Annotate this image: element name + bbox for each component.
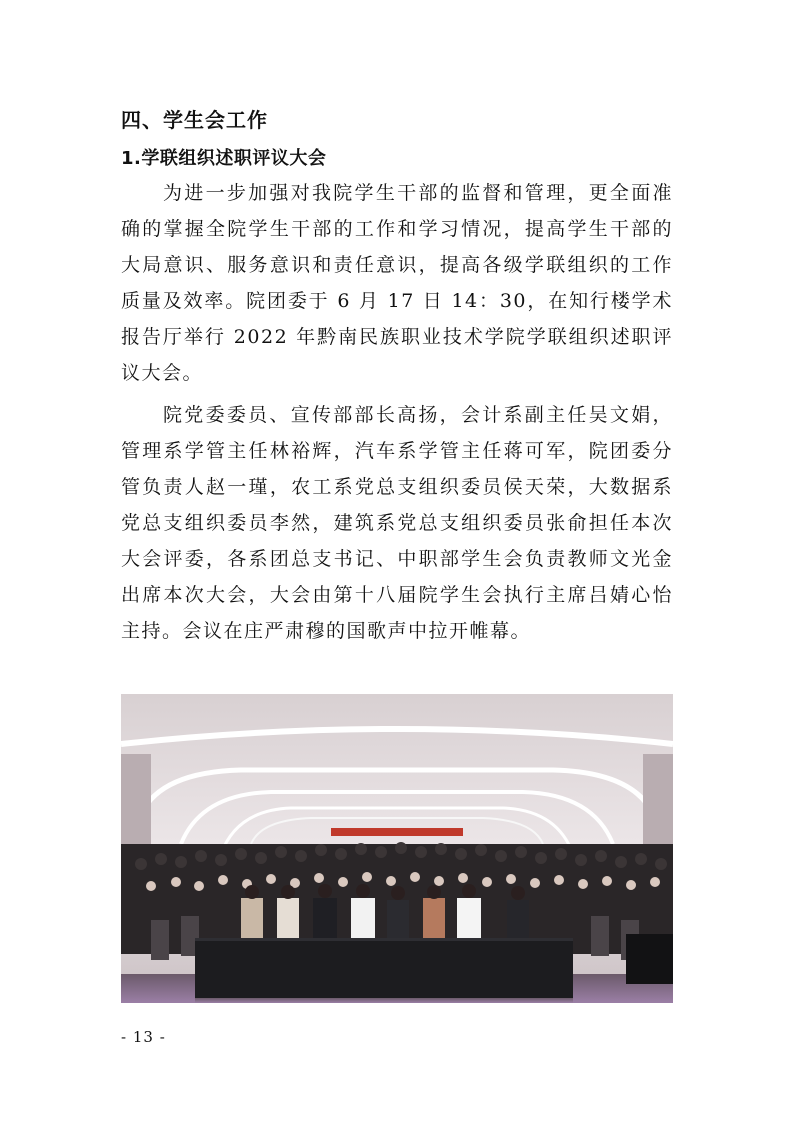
meeting-photo — [121, 694, 673, 1003]
paragraph-intro: 为进一步加强对我院学生干部的监督和管理，更全面准确的掌握全院学生干部的工作和学习情况，提高学生干部的大局意识、服务意识和责任意识，提高各级学联组织的工作质量及效率。院团委于 6 月 17 日 14：30，在知行楼学术报告厅举行 2022 年黔南民族职业技术学院学联组织述职评议大会。 — [121, 182, 673, 384]
paragraph-attendees: 院党委委员、宣传部部长高扬，会计系副主任吴文娟，管理系学管主任林裕辉，汽车系学管主任蒋可军，院团委分管负责人赵一瑾，农工系党总支组织委员侯天荣，大数据系党总支组织委员李然，建筑系党总支组织委员张俞担任本次大会评委，各系团总支书记、中职部学生会负责教师文光金出席本次大会，大会由第十八届院学生会执行主席吕婧心怡主持。会议在庄严肃穆的国歌声中拉开帷幕。 — [121, 404, 673, 642]
section-heading: 四、学生会工作 — [121, 108, 268, 132]
subsection-heading: 1.学联组织述职评议大会 — [121, 148, 327, 169]
page-number: - 13 - — [121, 1028, 166, 1046]
